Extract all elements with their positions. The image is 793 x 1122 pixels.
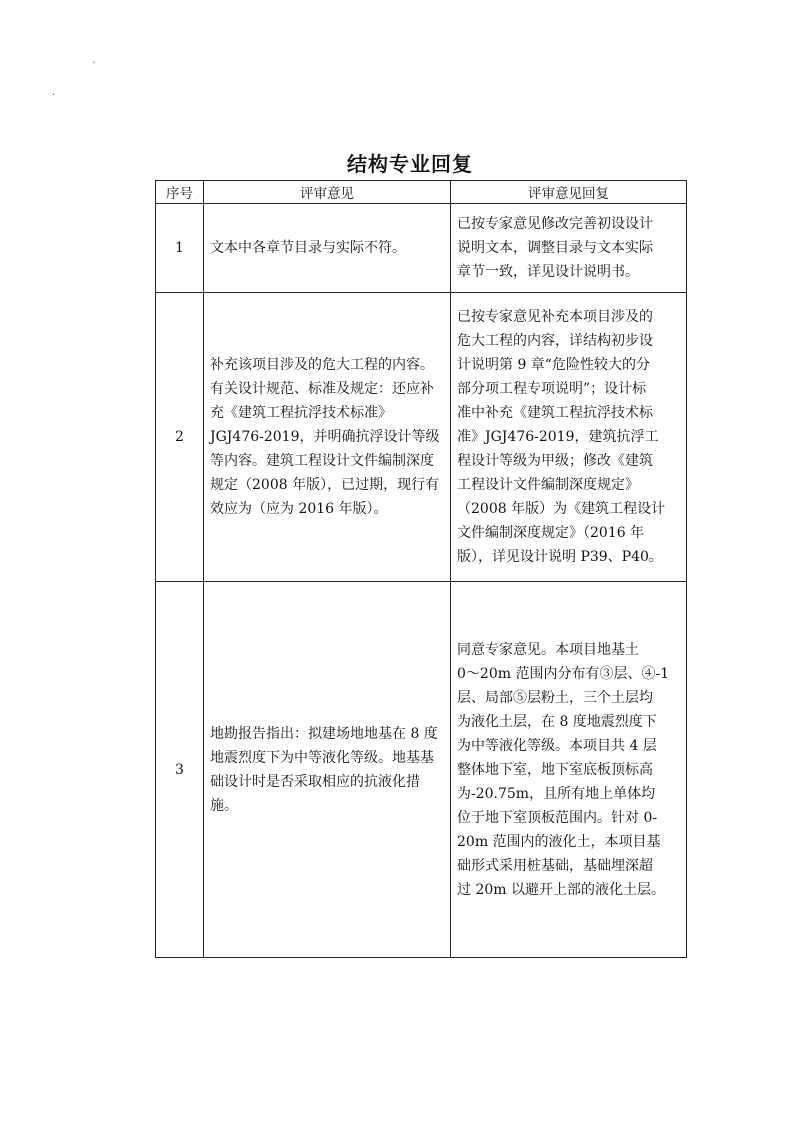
text-line: 计说明第 9 章“危险性较大的分 (457, 357, 650, 373)
reply-table (155, 180, 687, 958)
reply-cell (451, 204, 687, 293)
text-line: 等内容。建筑工程设计文件编制深度 (210, 453, 434, 469)
text-line: 20m 范围内的液化土，本项目基 (457, 833, 661, 850)
page-title: 结构专业回复 (347, 152, 473, 176)
comment-cell (204, 582, 451, 958)
text-line: 已按专家意见修改完善初设设计 (457, 216, 653, 232)
text-line: 为-20.75m，且所有地上单体均 (457, 785, 656, 802)
text-line: 效应为（应为 2016 年版）。 (210, 501, 388, 517)
text-line: 工程设计文件编制深度规定》 (457, 477, 639, 493)
text-line: （2008 年版）为《建筑工程设计 (457, 501, 666, 517)
text-line: 文本中各章节目录与实际不符。 (210, 240, 406, 256)
text-line: 有关设计规范、标准及规定：还应补 (210, 381, 434, 397)
row-number: 3 (156, 582, 204, 958)
text-line: 版），详见设计说明 P39、P40。 (457, 549, 663, 565)
scan-speck: ˋ (92, 62, 97, 73)
text-line: 说明文本，调整目录与文本实际 (457, 240, 653, 256)
table-row (156, 204, 687, 293)
comment-cell (204, 293, 451, 582)
text-line: 章节一致，详见设计说明书。 (457, 264, 639, 280)
text-line: 位于地下室顶板范围内。针对 0- (457, 809, 658, 826)
comment-cell (204, 204, 451, 293)
text-line: 准》JGJ476-2019，建筑抗浮工 (457, 429, 659, 445)
text-line: 地震烈度下为中等液化等级。地基基 (210, 749, 434, 766)
text-line: 同意专家意见。本项目地基土 (457, 641, 639, 658)
header-reply: 评审意见回复 (451, 181, 687, 204)
text-line: 0～20m 范围内分布有③层、④-1 (457, 665, 670, 682)
text-line: 程设计等级为甲级；修改《建筑 (457, 453, 653, 469)
reply-cell (451, 582, 687, 958)
text-line: JGJ476-2019，并明确抗浮设计等级 (210, 429, 440, 445)
text-line: 础设计时是否采取相应的抗液化措 (210, 773, 420, 790)
text-line: 规定（2008 年版），已过期，现行有 (210, 477, 440, 493)
table-header-row (156, 181, 687, 204)
header-no: 序号 (156, 181, 204, 204)
reply-cell (451, 293, 687, 582)
text-line: 地勘报告指出：拟建场地地基在 8 度 (210, 725, 438, 742)
row-number: 1 (156, 204, 204, 293)
text-line: 为液化土层，在 8 度地震烈度下 (457, 713, 657, 730)
text-line: 补充该项目涉及的危大工程的内容。 (210, 357, 434, 373)
text-line: 充《建筑工程抗浮技术标准》 (210, 405, 392, 421)
text-line: 施。 (210, 797, 238, 814)
text-line: 过 20m 以避开上部的液化土层。 (457, 881, 665, 898)
row-number: 2 (156, 293, 204, 582)
table-row (156, 293, 687, 582)
text-line: 准中补充《建筑工程抗浮技术标 (457, 405, 653, 421)
text-line: 层、局部⑤层粉土，三个土层均 (457, 689, 653, 706)
text-line: 危大工程的内容，详结构初步设 (457, 333, 653, 349)
text-line: 础形式采用桩基础，基础埋深超 (457, 857, 653, 874)
table-row (156, 582, 687, 958)
text-line: 为中等液化等级。本项目共 4 层 (457, 737, 657, 754)
scan-speck: · (52, 90, 56, 101)
text-line: 部分项工程专项说明”；设计标 (457, 381, 647, 397)
text-line: 整体地下室，地下室底板顶标高 (457, 761, 653, 778)
header-comment: 评审意见 (204, 181, 451, 204)
text-line: 已按专家意见补充本项目涉及的 (457, 309, 653, 325)
text-line: 文件编制深度规定》（2016 年 (457, 525, 645, 541)
